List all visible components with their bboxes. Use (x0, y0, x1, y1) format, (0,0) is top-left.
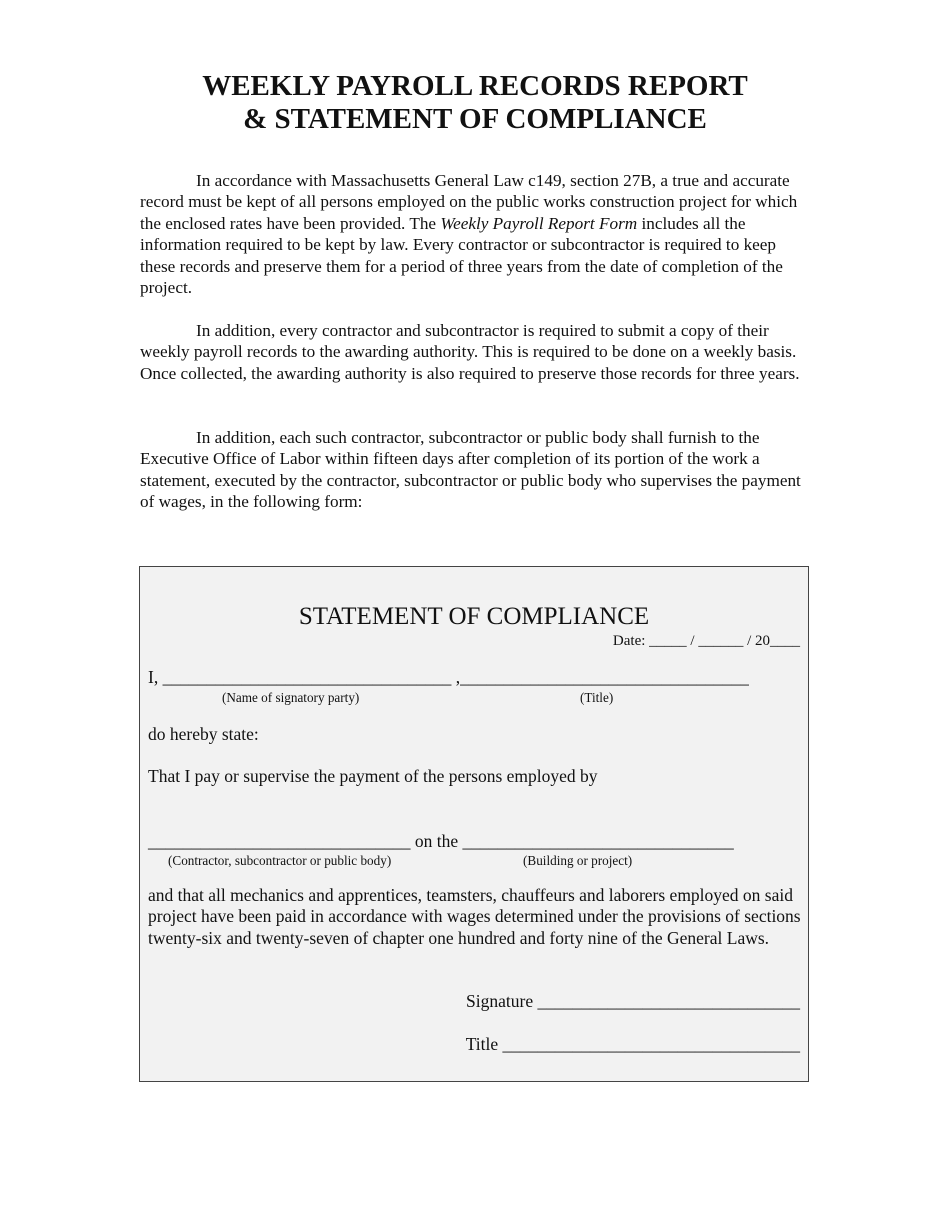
intro-paragraph-2: In addition, every contractor and subcontractor is required to submit a copy of their weekly payroll records to the awarding authority. This is required to be done on a weekly basis. Once collected, the awarding authority is also required to preserve those records for three years. (140, 321, 800, 383)
contractor-project-field[interactable]: ______________________________ on the _______________________________ (148, 831, 734, 851)
pay-supervise-text: That I pay or supervise the payment of the persons employed by (148, 766, 598, 786)
title-caption: (Title) (580, 690, 614, 705)
hereby-state-text: do hereby state: (148, 724, 259, 744)
intro-paragraph-1 (140, 170, 812, 298)
signer-title-field[interactable]: Title __________________________________ (465, 1034, 800, 1054)
compliance-body-text: and that all mechanics and apprentices, teamsters, chauffeurs and laborers employed on said project have been paid in accordance with wages determined under the provisions of sections twenty-six and twenty-seven of chapter one hundred and forty nine of the General Laws. (148, 885, 801, 948)
form-name-italic: Weekly Payroll Report Form (440, 213, 638, 233)
name-caption: (Name of signatory party) (222, 690, 360, 705)
signatory-name-title-field[interactable]: I, _________________________________ ,_________________________________ (148, 667, 749, 687)
date-field[interactable]: Date: _____ / ______ / 20____ (612, 633, 800, 649)
statement-of-compliance-box (139, 566, 809, 1082)
document-title-line-1: WEEKLY PAYROLL RECORDS REPORT (202, 70, 748, 102)
intro-p1-text-b: includes all the information required to be kept by law. Every contractor or subcontractor is required to keep these records and preserve them for a period of three years from the date of completion of the project. (140, 213, 783, 298)
document-title-line-2: & STATEMENT OF COMPLIANCE (243, 103, 707, 135)
contractor-caption: (Contractor, subcontractor or public body) (168, 853, 392, 868)
intro-p1-text-a: In accordance with Massachusetts General Law c149, section 27B, a true and accurate record must be kept of all persons employed on the public works construction project for which the enclosed rates have been provided. The (140, 171, 798, 233)
statement-title: STATEMENT OF COMPLIANCE (298, 603, 650, 630)
signature-field[interactable]: Signature ______________________________ (466, 991, 800, 1011)
building-caption: (Building or project) (523, 853, 633, 868)
document-title (0, 70, 950, 136)
intro-paragraph-3: In addition, each such contractor, subcontractor or public body shall furnish to the Executive Office of Labor within fifteen days after completion of its portion of the work a statement, executed by the contractor, subcontractor or public body who supervises the payment of wages, in the following form: (140, 428, 801, 512)
